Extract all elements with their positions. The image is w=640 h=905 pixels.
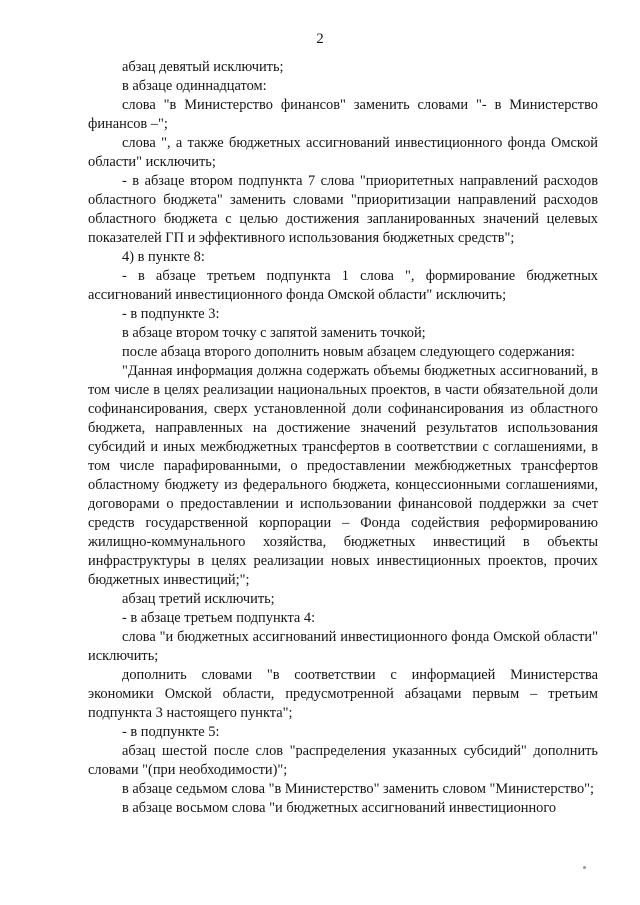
paragraph: в абзаце одиннадцатом: [122,78,267,94]
paragraph: абзац девятый исключить; [122,59,284,75]
paragraph: - в подпункте 3: [122,306,220,322]
document-body [88,58,598,818]
page-number: 2 [316,31,324,47]
paragraph: в абзаце седьмом слова "в Министерство" заменить словом "Министерство"; [122,781,595,797]
paragraph: в абзаце восьмом слова "и бюджетных ассигнований инвестиционного [122,800,557,816]
paragraph: абзац шестой после слов "распределения указанных субсидий" дополнить словами "(при необходимости)"; [88,743,598,778]
paragraph: - в абзаце третьем подпункта 1 слова ", формирование бюджетных ассигнований инвестиционного фонда Омской области" исключить; [88,268,598,303]
paragraph: - в абзаце третьем подпункта 4: [122,610,316,626]
paragraph: слова "в Министерство финансов" заменить словами "- в Министерство финансов –"; [88,97,598,132]
paragraph: в абзаце втором точку с запятой заменить точкой; [122,325,426,341]
paragraph: - в подпункте 5: [122,724,220,740]
paragraph: после абзаца второго дополнить новым абзацем следующего содержания: [122,344,575,360]
page-mark [583,866,586,869]
paragraph: слова "и бюджетных ассигнований инвестиционного фонда Омской области" исключить; [88,629,598,664]
paragraph: дополнить словами "в соответствии с информацией Министерства экономики Омской области, предусмотренной абзацами первым – третьим подпункта 3 настоящего пункта"; [88,667,598,721]
paragraph: слова ", а также бюджетных ассигнований инвестиционного фонда Омской области" исключить; [88,135,598,170]
paragraph: - в абзаце втором подпункта 7 слова "приоритетных направлений расходов областного бюджета" заменить словами "приоритизации направлений расходов областного бюджета с целью достижения запланированных значений целевых показателей ГП и эффективного использования бюджетных средств"; [88,173,598,246]
paragraph: "Данная информация должна содержать объемы бюджетных ассигнований, в том числе в целях реализации национальных проектов, в части обязательной доли софинансирования, сверх установленной доли софинансирования из областного бюджета, направленных на достижение значений результатов использования субсидий и иных межбюджетных трансфертов в соответствии с соглашениями, в том числе парафированными, о предоставлении межбюджетных трансфертов областному бюджету из федерального бюджета, концессионными соглашениями, договорами о предоставлении и использовании финансовой поддержки за счет средств государственной корпорации – Фонда содействия реформированию жилищно-коммунального хозяйства, бюджетных инвестиций в объекты инфраструктуры в целях реализации новых инвестиционных проектов, прочих бюджетных инвестиций;"; [88,363,598,588]
paragraph: абзац третий исключить; [122,591,275,607]
paragraph: 4) в пункте 8: [122,249,205,265]
